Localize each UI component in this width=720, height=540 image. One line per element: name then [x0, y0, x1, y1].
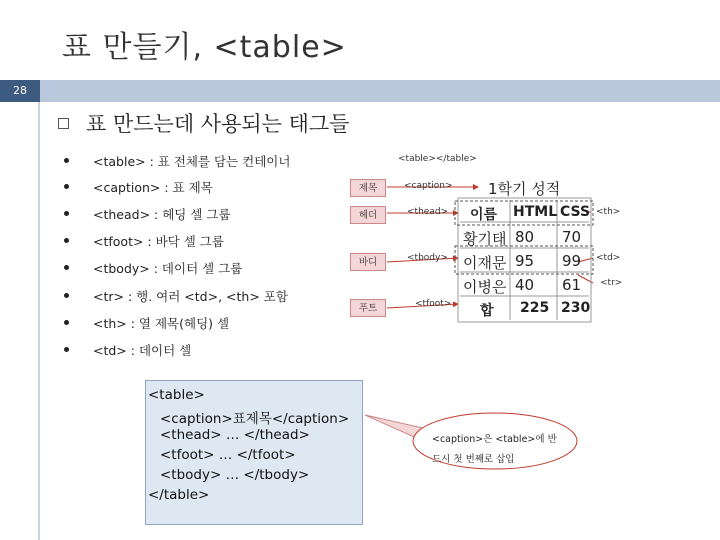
slide-number: 28	[0, 80, 40, 102]
head-callout: 헤더	[350, 206, 386, 224]
slide-title: 표 만들기, <table>	[62, 30, 347, 65]
tr-tag: <tr>	[600, 278, 623, 288]
body-cell: 이병은	[463, 278, 507, 296]
body-cell: 40	[515, 276, 535, 294]
foot-callout: 푸트	[350, 299, 386, 317]
header-cell: 이름	[470, 207, 498, 223]
body-callout: 바디	[350, 253, 386, 271]
foot-cell: 225	[520, 300, 550, 316]
body-cell: 이재문	[463, 254, 507, 272]
code-line: <caption>표제목</caption>	[160, 411, 350, 427]
list-item-text: <table> : 표 전체를 담는 컨테이너	[93, 154, 291, 169]
body-cell: 황기태	[463, 230, 507, 248]
foot-cell: 230	[561, 300, 591, 316]
body-cell: 61	[562, 276, 582, 294]
list-item-text: <tbody> : 데이터 셀 그룹	[93, 261, 243, 276]
list-item-text: <caption> : 표 제목	[93, 180, 213, 195]
th-tag: <th>	[596, 207, 621, 217]
thead-tag: <thead>	[407, 207, 449, 217]
code-line: <tfoot> … </tfoot>	[160, 447, 296, 463]
sample-table-caption: 1학기 성적	[488, 180, 561, 198]
list-item-text: <tr> : 행. 여러 <td>, <th> 포함	[93, 289, 288, 304]
table-tag-label: <table></table>	[398, 154, 477, 164]
list-item-text: <tfoot> : 바닥 셀 그룹	[93, 234, 224, 249]
code-line: <thead> … </thead>	[160, 427, 310, 443]
caption-tag: <caption>	[404, 181, 453, 191]
td-tag: <td>	[596, 253, 621, 263]
body-cell: 95	[515, 252, 535, 270]
code-line: <tbody> … </tbody>	[160, 467, 310, 483]
code-line: </table>	[148, 487, 210, 503]
list-item-text: <thead> : 헤딩 셀 그룹	[93, 207, 231, 222]
code-line: <table>	[148, 387, 205, 403]
body-cell: 70	[562, 228, 582, 246]
header-cell: CSS	[560, 204, 591, 220]
note-line: <caption>은 <table>에 반	[432, 434, 557, 445]
body-cell: 99	[562, 252, 582, 270]
caption-callout: 제목	[350, 179, 386, 197]
note-line: 드시 첫 번째로 삽입	[432, 454, 515, 465]
tfoot-tag: <tfoot>	[415, 299, 452, 309]
section-heading: 표 만드는데 사용되는 태그들	[86, 112, 350, 136]
list-item-text: <td> : 데이터 셀	[93, 343, 192, 358]
foot-cell: 합	[480, 303, 494, 319]
list-item-text: <th> : 열 제목(헤딩) 셀	[93, 316, 230, 331]
tbody-tag: <tbody>	[407, 253, 448, 263]
header-cell: HTML	[513, 204, 558, 220]
body-cell: 80	[515, 228, 535, 246]
